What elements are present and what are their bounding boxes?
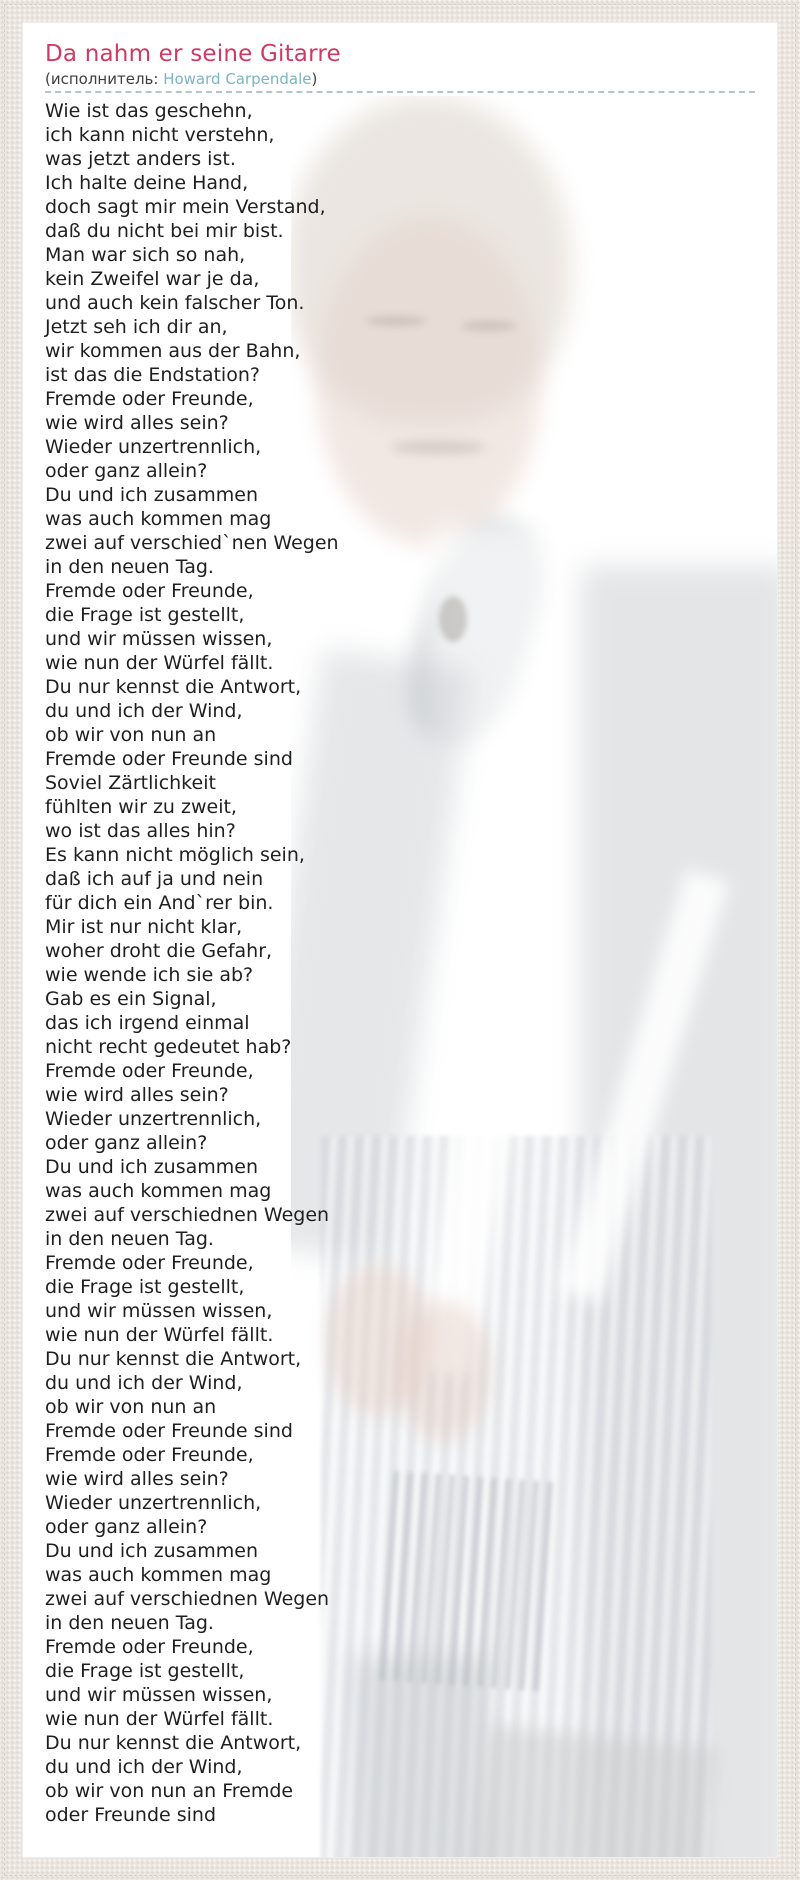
lyric-line: das ich irgend einmal [45, 1012, 250, 1034]
lyric-line: die Frage ist gestellt, [45, 1276, 245, 1298]
lyric-line: wo ist das alles hin? [45, 820, 236, 842]
lyric-line: Du und ich zusammen [45, 484, 259, 506]
lyric-line: ob wir von nun an [45, 724, 217, 746]
lyric-line: Soviel Zärtlichkeit [45, 772, 216, 794]
lyric-line: zwei auf verschiednen Wegen [45, 1588, 330, 1610]
lyric-line: Du nur kennst die Antwort, [45, 676, 302, 698]
lyric-line: Du nur kennst die Antwort, [45, 1732, 302, 1754]
lyric-line: Wieder unzertrennlich, [45, 436, 262, 458]
song-header [23, 23, 777, 93]
lyric-line: in den neuen Tag. [45, 1228, 214, 1250]
lyric-line: Fremde oder Freunde, [45, 580, 254, 602]
lyric-line: Du und ich zusammen [45, 1156, 259, 1178]
lyric-line: zwei auf verschied`nen Wegen [45, 532, 339, 554]
lyric-line: du und ich der Wind, [45, 700, 243, 722]
page-title: Da nahm er seine Gitarre [45, 41, 341, 67]
lyric-line: ich kann nicht verstehn, [45, 124, 275, 146]
lyric-line: oder ganz allein? [45, 1516, 208, 1538]
lyric-line: Jetzt seh ich dir an, [45, 316, 228, 338]
lyric-line: Ich halte deine Hand, [45, 172, 249, 194]
lyric-line: zwei auf verschiednen Wegen [45, 1204, 330, 1226]
lyric-line: oder ganz allein? [45, 460, 208, 482]
lyric-line: Fremde oder Freunde, [45, 388, 254, 410]
artist-line [45, 69, 755, 89]
lyric-line: ist das die Endstation? [45, 364, 260, 386]
artist-link[interactable]: Howard Carpendale [163, 70, 312, 88]
lyric-line: Wie ist das geschehn, [45, 100, 253, 122]
lyric-line: was jetzt anders ist. [45, 148, 236, 170]
lyric-line: Wieder unzertrennlich, [45, 1108, 262, 1130]
lyric-line: wie wird alles sein? [45, 1468, 229, 1490]
lyric-line: ob wir von nun an Fremde [45, 1780, 294, 1802]
lyric-line: und wir müssen wissen, [45, 1300, 273, 1322]
lyric-line: wie wende ich sie ab? [45, 964, 254, 986]
lyric-line: was auch kommen mag [45, 1180, 272, 1202]
lyric-line: Gab es ein Signal, [45, 988, 217, 1010]
lyric-line: kein Zweifel war je da, [45, 268, 260, 290]
lyric-line: was auch kommen mag [45, 508, 272, 530]
lyric-line: fühlten wir zu zweit, [45, 796, 237, 818]
lyric-line: ob wir von nun an [45, 1396, 217, 1418]
lyric-line: Fremde oder Freunde sind [45, 748, 293, 770]
lyric-line: woher droht die Gefahr, [45, 940, 273, 962]
lyric-line: Mir ist nur nicht klar, [45, 916, 243, 938]
lyric-line: was auch kommen mag [45, 1564, 272, 1586]
lyric-line: doch sagt mir mein Verstand, [45, 196, 326, 218]
lyric-line: Wieder unzertrennlich, [45, 1492, 262, 1514]
lyric-line: du und ich der Wind, [45, 1756, 243, 1778]
lyric-line: die Frage ist gestellt, [45, 1660, 245, 1682]
lyric-line: die Frage ist gestellt, [45, 604, 245, 626]
artist-suffix: ) [311, 70, 318, 88]
lyric-line: und auch kein falscher Ton. [45, 292, 305, 314]
lyric-line: wie nun der Würfel fällt. [45, 1708, 274, 1730]
lyric-line: Es kann nicht möglich sein, [45, 844, 305, 866]
lyric-line: Man war sich so nah, [45, 244, 246, 266]
lyric-line: Du nur kennst die Antwort, [45, 1348, 302, 1370]
lyric-line: für dich ein And`rer bin. [45, 892, 274, 914]
lyric-line: du und ich der Wind, [45, 1372, 243, 1394]
lyric-line: Fremde oder Freunde, [45, 1252, 254, 1274]
lyric-line: und wir müssen wissen, [45, 1684, 273, 1706]
lyric-line: in den neuen Tag. [45, 1612, 214, 1634]
lyric-line: und wir müssen wissen, [45, 628, 273, 650]
lyric-line: nicht recht gedeutet hab? [45, 1036, 292, 1058]
lyric-line: in den neuen Tag. [45, 556, 214, 578]
lyric-line: oder Freunde sind [45, 1804, 217, 1826]
lyric-line: Du und ich zusammen [45, 1540, 259, 1562]
lyric-line: Fremde oder Freunde, [45, 1444, 254, 1466]
lyric-line: Fremde oder Freunde sind [45, 1420, 293, 1442]
lyric-line: wie wird alles sein? [45, 412, 229, 434]
lyric-line: wie wird alles sein? [45, 1084, 229, 1106]
lyric-line: wie nun der Würfel fällt. [45, 652, 274, 674]
lyric-line: daß du nicht bei mir bist. [45, 220, 284, 242]
lyric-line: wir kommen aus der Bahn, [45, 340, 301, 362]
lyric-line: Fremde oder Freunde, [45, 1636, 254, 1658]
lyric-line: daß ich auf ja und nein [45, 868, 264, 890]
lyrics-card [22, 22, 778, 1858]
artist-prefix: (исполнитель: [45, 70, 164, 88]
lyric-line: oder ganz allein? [45, 1132, 208, 1154]
lyrics-text [23, 93, 777, 1827]
lyric-line: Fremde oder Freunde, [45, 1060, 254, 1082]
lyric-line: wie nun der Würfel fällt. [45, 1324, 274, 1346]
